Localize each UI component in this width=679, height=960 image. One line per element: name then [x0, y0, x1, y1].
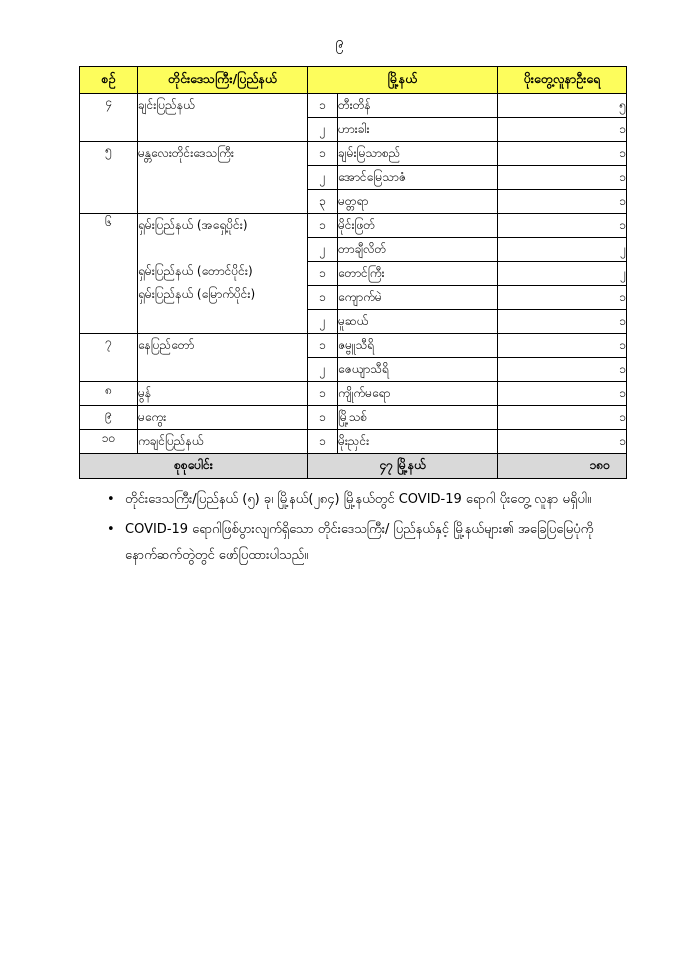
township-index: ၁ — [308, 94, 338, 118]
total-label: စုစုပေါင်း — [80, 454, 308, 479]
bullet-icon: • — [107, 492, 115, 507]
township-index: ၂ — [308, 238, 338, 262]
case-count: ၁ — [498, 214, 627, 238]
region-cell — [138, 214, 308, 334]
township-index: ၁ — [308, 334, 338, 358]
township-index: ၂ — [308, 118, 338, 142]
township-name: တီးတိန် — [338, 94, 498, 118]
row-number: ၄ — [80, 94, 138, 142]
table-row — [80, 94, 627, 118]
case-count: ၁ — [498, 430, 627, 454]
total-row — [80, 454, 627, 479]
township-index: ၁ — [308, 214, 338, 238]
note-text: COVID-19 ရောဂါဖြစ်ပွားလျက်ရှိသော တိုင်းဒေသကြီး/ ပြည်နယ်နှင့် မြို့နယ်များ၏ အခြေပြမြေပုံကို နောက်ဆက်တွဲတွင် ဖော်ပြထားပါသည်။ — [125, 522, 594, 563]
case-count: ၁ — [498, 142, 627, 166]
region-name: မန္တလေးတိုင်းဒေသကြီး — [138, 146, 234, 160]
township-index: ၁ — [308, 406, 338, 430]
total-count: ၁၈၀ — [498, 454, 627, 479]
case-count: ၁ — [498, 166, 627, 190]
case-count: ၁ — [498, 190, 627, 214]
table-header-row — [80, 67, 627, 94]
table-row — [80, 142, 627, 166]
region-cell — [138, 334, 308, 382]
township-index: ၁ — [308, 286, 338, 310]
region-cell — [138, 430, 308, 454]
case-count: ၂ — [498, 238, 627, 262]
township-index: ၂ — [308, 358, 338, 382]
township-name: ချမ်းမြသာစည် — [338, 142, 498, 166]
region-name: ရှမ်းပြည်နယ် (အရှေ့ပိုင်း) — [138, 218, 248, 232]
township-index: ၂ — [308, 310, 338, 334]
header-township: မြို့နယ် — [308, 67, 498, 94]
case-count: ၁ — [498, 286, 627, 310]
row-number: ၈ — [80, 382, 138, 406]
table-body — [80, 94, 627, 479]
page-number: ၉ — [335, 33, 344, 51]
case-count: ၁ — [498, 334, 627, 358]
township-name: ကျိုက်မရော — [338, 382, 498, 406]
township-name: မြို့သစ် — [338, 406, 498, 430]
township-name: တာချီလိတ် — [338, 238, 498, 262]
case-count: ၁ — [498, 118, 627, 142]
row-number: ၅ — [80, 142, 138, 214]
header-cases: ပိုးတွေ့လူနာဦးရေ — [498, 67, 627, 94]
table-row — [80, 214, 627, 238]
region-cell — [138, 382, 308, 406]
row-number: ၁၀ — [80, 430, 138, 454]
table-row — [80, 406, 627, 430]
case-count: ၁ — [498, 310, 627, 334]
region-name: ကချင်ပြည်နယ် — [138, 434, 204, 448]
region-name: မွန် — [138, 386, 152, 400]
note-item — [107, 487, 627, 513]
note-text: တိုင်းဒေသကြီး/ပြည်နယ် (၅) ခု၊ မြို့နယ်(၂၈၄) မြို့နယ်တွင် COVID-19 ရောဂါ ပိုးတွေ့ လူနာ မရှိပါ။ — [125, 492, 592, 507]
township-name: ဇမ္ဗူသီရိ — [338, 334, 498, 358]
township-name: မိုးညှင်း — [338, 430, 498, 454]
region-name: ချင်းပြည်နယ် — [138, 98, 195, 112]
township-name: မတ္တရာ — [338, 190, 498, 214]
region-name: ရှမ်းပြည်နယ် (မြောက်ပိုင်း) — [138, 287, 256, 301]
township-name: ကျောက်မဲ — [338, 286, 498, 310]
township-index: ၁ — [308, 382, 338, 406]
cases-table — [79, 66, 627, 479]
row-number: ၇ — [80, 334, 138, 382]
row-number: ၆ — [80, 214, 138, 334]
case-count: ၂ — [498, 262, 627, 286]
case-count: ၅ — [498, 94, 627, 118]
township-name: မိုင်းဖြတ် — [338, 214, 498, 238]
township-index: ၁ — [308, 142, 338, 166]
township-name: ဇေယျာသီရိ — [338, 358, 498, 382]
note-item — [107, 517, 627, 569]
region-name — [138, 237, 307, 260]
township-name: ဟားခါး — [338, 118, 498, 142]
township-name: မူဆယ် — [338, 310, 498, 334]
region-name: မကွေး — [138, 410, 167, 424]
region-cell — [138, 94, 308, 142]
row-number: ၉ — [80, 406, 138, 430]
region-cell — [138, 142, 308, 214]
township-index: ၁ — [308, 430, 338, 454]
notes-list — [107, 487, 627, 573]
total-townships: ၄၇ မြို့နယ် — [308, 454, 498, 479]
bullet-icon: • — [107, 522, 115, 537]
table-row — [80, 334, 627, 358]
township-index: ၁ — [308, 262, 338, 286]
township-name: အောင်မြေသာဇံ — [338, 166, 498, 190]
table-row — [80, 382, 627, 406]
township-name: တောင်ကြီး — [338, 262, 498, 286]
case-count: ၁ — [498, 382, 627, 406]
header-no: စဉ် — [80, 67, 138, 94]
region-cell — [138, 406, 308, 430]
township-index: ၂ — [308, 166, 338, 190]
table-row — [80, 430, 627, 454]
header-region: တိုင်းဒေသကြီး/ပြည်နယ် — [138, 67, 308, 94]
region-name: ရှမ်းပြည်နယ် (တောင်ပိုင်း) — [138, 264, 253, 278]
region-name: နေပြည်တော် — [138, 338, 195, 352]
case-count: ၁ — [498, 406, 627, 430]
case-count: ၁ — [498, 358, 627, 382]
township-index: ၃ — [308, 190, 338, 214]
